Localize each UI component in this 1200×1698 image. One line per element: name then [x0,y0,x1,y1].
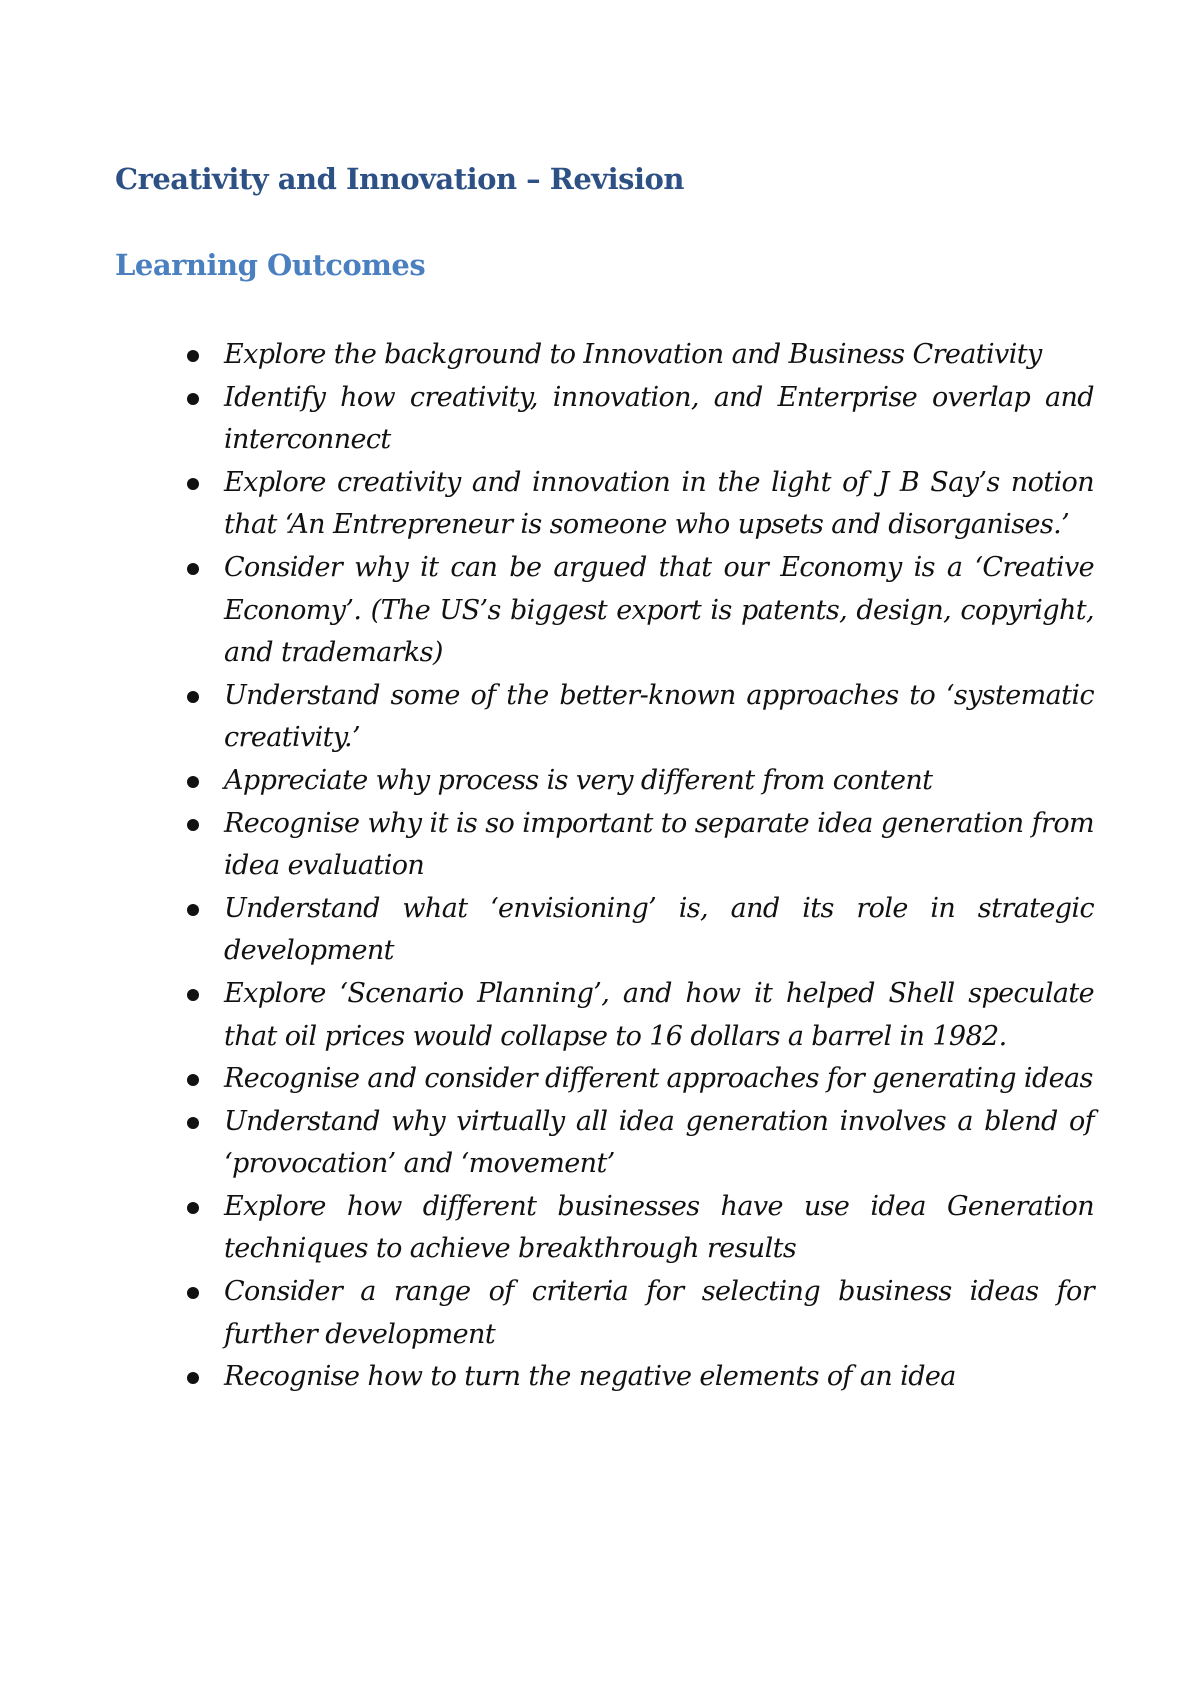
bullet-icon [187,1372,199,1384]
list-item-text: Explore how different businesses have use idea Generation techniques to achieve breakthrough results [224,1190,1094,1265]
list-item [182,1271,1094,1356]
list-item [182,973,1094,1058]
bullet-icon [187,1202,199,1214]
bullet-icon [187,1287,199,1299]
list-item-text: Recognise why it is so important to separate idea generation from idea evaluation [224,807,1094,882]
list-item-text: Recognise and consider different approaches for generating ideas [224,1063,1093,1095]
bullet-icon [187,350,199,362]
list-item-text: Understand what ‘envisioning’ is, and its role in strategic development [224,892,1094,967]
list-item [182,334,1094,377]
bullet-icon [187,1117,199,1129]
list-item [182,377,1094,462]
list-item [182,462,1094,547]
list-item-text: Consider why it can be argued that our Economy is a ‘Creative Economy’. (The US’s biggest export is patents, design, copyright, and trademarks) [224,551,1094,669]
list-item [182,760,1094,803]
bullet-icon [187,776,199,788]
list-item-text: Explore the background to Innovation and Business Creativity [224,339,1042,370]
list-item-text: Consider a range of criteria for selecting business ideas for further development [224,1276,1094,1350]
bullet-icon [187,393,199,405]
list-item-text: Explore ‘Scenario Planning’, and how it helped Shell speculate that oil prices would collapse to 16 dollars a barrel in 1982. [224,977,1094,1052]
list-item [182,803,1094,888]
list-item-text: Explore creativity and innovation in the light of J B Say’s notion that ‘An Entrepreneur is someone who upsets and disorganises.’ [224,466,1094,541]
list-item [182,1356,1094,1399]
bullet-icon [187,989,199,1001]
list-item-text: Recognise how to turn the negative elements of an idea [224,1361,956,1393]
learning-outcomes-list [182,334,1094,1399]
bullet-icon [187,691,199,703]
list-item [182,888,1094,973]
document-title: Creativity and Innovation – Revision [115,162,684,196]
bullet-icon [187,819,199,831]
list-item [182,1186,1094,1271]
list-item-text: Understand why virtually all idea generation involves a blend of ‘provocation’ and ‘movement’ [224,1105,1094,1180]
learning-outcomes-heading: Learning Outcomes [115,248,426,282]
list-item [182,1058,1094,1101]
bullet-icon [187,904,199,916]
bullet-icon [187,1074,199,1086]
list-item-text: Understand some of the better-known approaches to ‘systematic creativity.’ [224,679,1094,754]
bullet-icon [187,478,199,490]
list-item [182,675,1094,760]
bullet-icon [187,563,199,575]
list-item-text: Identify how creativity, innovation, and Enterprise overlap and interconnect [224,381,1094,456]
list-item [182,547,1094,675]
list-item-text: Appreciate why process is very different from content [224,764,933,796]
list-item [182,1101,1094,1186]
